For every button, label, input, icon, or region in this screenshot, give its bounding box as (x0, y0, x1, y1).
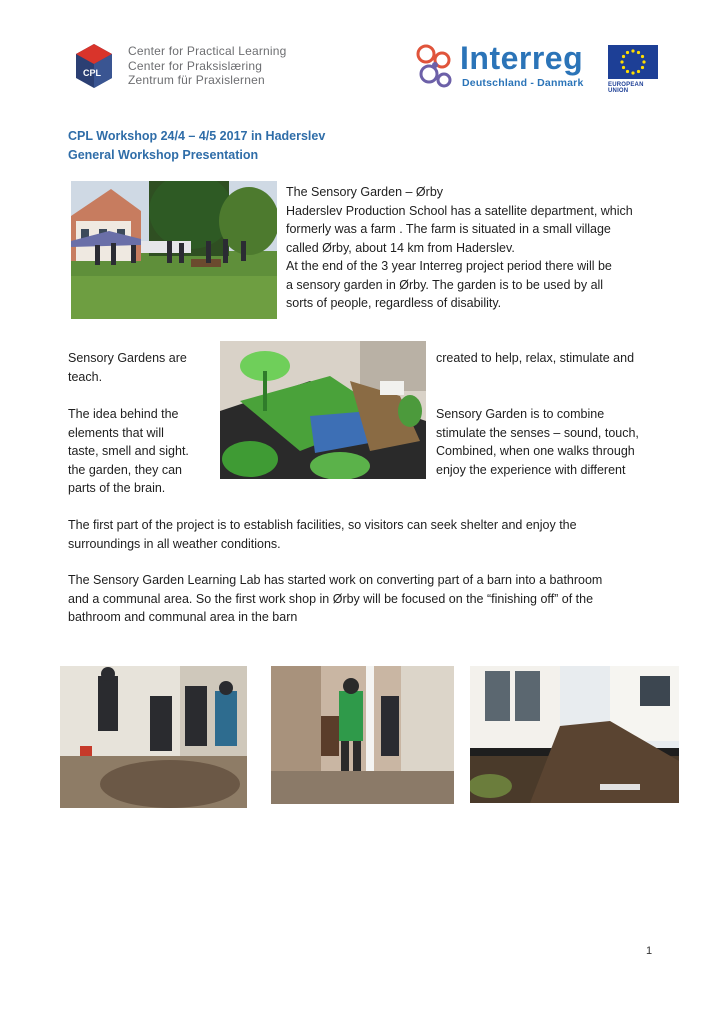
intro-line: a sensory garden in Ørby. The garden is to be used by all (286, 277, 604, 292)
cpl-logo (74, 40, 314, 92)
sensory-right-1: created to help, relax, stimulate and (436, 351, 635, 365)
sensory-left-line: elements that will (68, 425, 164, 440)
sensory-right-line: Sensory Garden is to combine (436, 407, 605, 421)
interreg-name: Interreg (460, 40, 584, 76)
workshop-subtitle: General Workshop Presentation (68, 148, 259, 162)
sensory-right-line: Combined, when one walks through (436, 444, 635, 458)
barn-work-photo-2 (271, 666, 454, 804)
sensory-cont-2: parts of the brain. (68, 481, 166, 495)
eu-flag-icon (608, 45, 658, 79)
sensory-left-2 (68, 405, 189, 498)
sensory-cont-1: teach. (68, 370, 103, 384)
sensory-right-line: enjoy the experience with different (436, 462, 626, 477)
page-number: 1 (646, 945, 653, 957)
sensory-left-line: The idea behind the (68, 407, 179, 421)
intro-heading: The Sensory Garden – Ørby (286, 185, 444, 199)
sensory-left-line: the garden, they can (68, 462, 182, 477)
sensory-right-2 (436, 405, 639, 479)
garden-gathering-photo (71, 181, 277, 319)
sensory-left-1: Sensory Gardens are (68, 351, 187, 365)
eu-caption: EUROPEAN UNION (608, 82, 644, 94)
cpl-emblem-icon (74, 42, 114, 90)
intro-line: called Ørby, about 14 km from Haderslev. (286, 240, 515, 255)
barn-line: bathroom and communal area in the barn (68, 610, 298, 624)
interreg-circles-icon (414, 44, 454, 90)
facilities-paragraph (68, 516, 668, 553)
garden-model-photo (220, 341, 426, 479)
cpl-line-2: Center for Praksislæring (128, 58, 263, 73)
intro-text (286, 183, 666, 313)
barn-work-photo-1 (60, 666, 247, 808)
barn-exterior-photo (470, 666, 679, 803)
facilities-line: surroundings in all weather conditions. (68, 536, 281, 551)
facilities-line: The first part of the project is to establish facilities, so visitors can seek shelter and enjoy the (68, 518, 577, 532)
intro-line: sorts of people, regardless of disability. (286, 296, 502, 310)
cpl-line-3: Zentrum für Praxislernen (128, 73, 265, 87)
barn-line: The Sensory Garden Learning Lab has started work on converting part of a barn into a bathroom (68, 573, 603, 587)
barn-line: and a communal area. So the first work shop in Ørby will be focused on the “finishing off” of the (68, 591, 594, 606)
intro-line: At the end of the 3 year Interreg project period there will be (286, 259, 612, 273)
workshop-title: CPL Workshop 24/4 – 4/5 2017 in Haderslev (68, 129, 326, 143)
barn-paragraph (68, 571, 668, 627)
intro-line: Haderslev Production School has a satellite department, which (286, 203, 633, 218)
interreg-logo (414, 42, 664, 92)
interreg-subtitle: Deutschland - Danmark (462, 77, 584, 89)
cpl-letters: CPL (83, 68, 101, 78)
cpl-line-1: Center for Practical Learning (128, 44, 287, 58)
sensory-right-line: stimulate the senses – sound, touch, (436, 425, 639, 440)
sensory-left-line: taste, smell and sight. (68, 444, 189, 458)
intro-line: formerly was a farm . The farm is situated in a small village (286, 222, 611, 236)
